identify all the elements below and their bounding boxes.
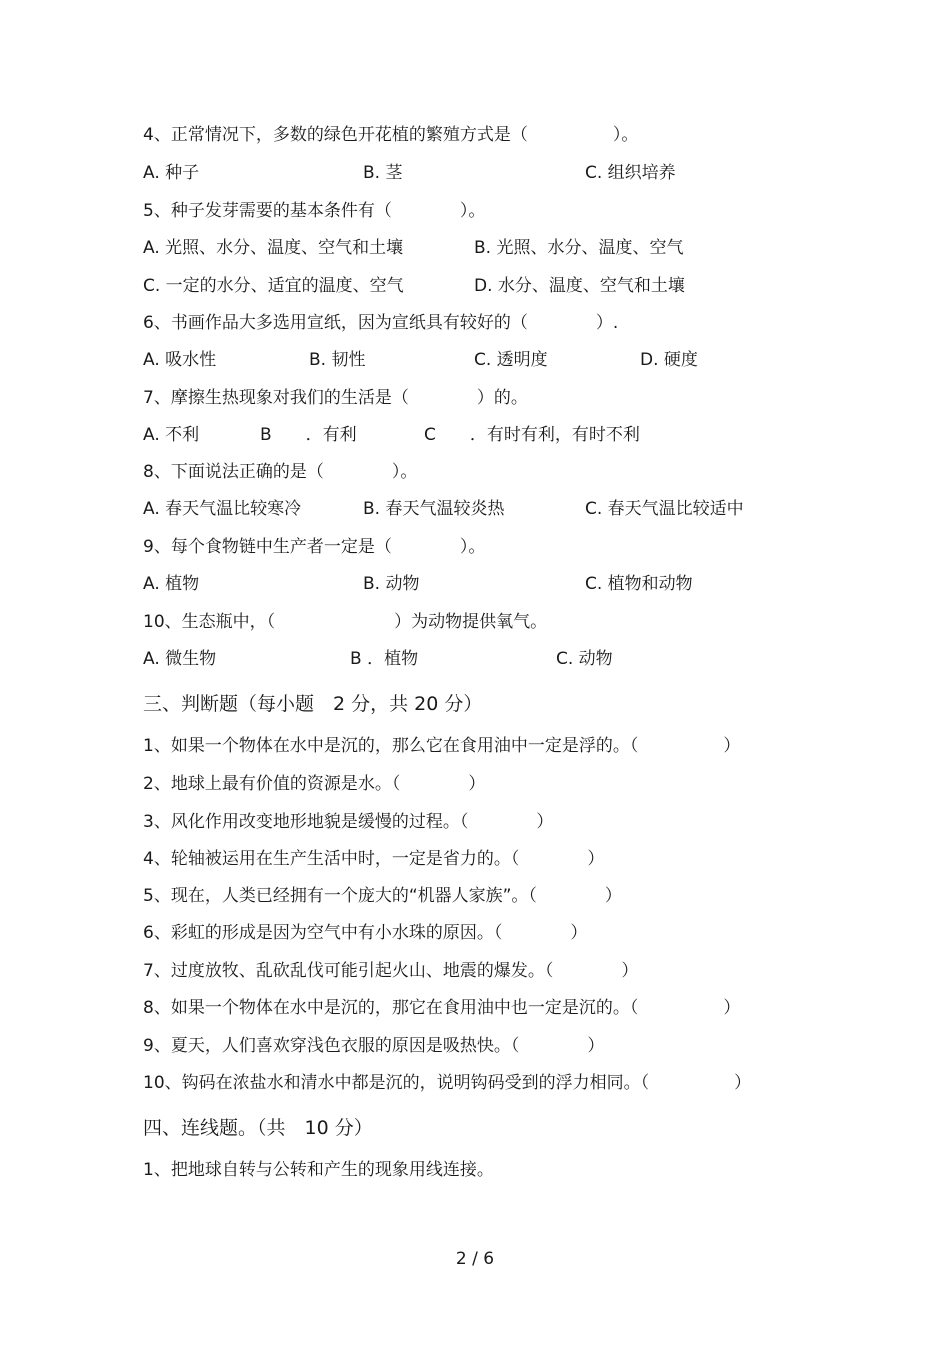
q10-option-a: A. 微生物 [143, 649, 217, 669]
q5-option-a: A. 光照、水分、温度、空气和土壤 [143, 238, 404, 258]
q9-option-c: C. 植物和动物 [585, 574, 693, 594]
judgment-item-9: 9、夏天，人们喜欢穿浅色衣服的原因是吸热快。（ ） [143, 1036, 605, 1056]
question-5: 5、种子发芽需要的基本条件有（ ）。 [143, 201, 486, 221]
q6-option-d: D. 硬度 [640, 350, 698, 370]
q5-option-b: B. 光照、水分、温度、空气 [474, 238, 684, 258]
section-4-title: 四、连线题。（共 10 分） [143, 1117, 373, 1139]
judgment-item-8: 8、如果一个物体在水中是沉的，那它在食用油中也一定是沉的。（ ） [143, 998, 741, 1018]
judgment-item-1: 1、如果一个物体在水中是沉的，那么它在食用油中一定是浮的。（ ） [143, 736, 741, 756]
question-8: 8、下面说法正确的是（ ）。 [143, 462, 418, 482]
q8-option-b: B. 春天气温较炎热 [363, 499, 505, 519]
question-6: 6、书画作品大多选用宣纸，因为宣纸具有较好的（ ）. [143, 313, 619, 333]
q4-option-c: C. 组织培养 [585, 163, 676, 183]
q6-option-a: A. 吸水性 [143, 350, 217, 370]
judgment-item-5: 5、现在，人类已经拥有一个庞大的“机器人家族”。（ ） [143, 886, 622, 906]
question-4: 4、正常情况下，多数的绿色开花植的繁殖方式是（ ）。 [143, 125, 639, 145]
question-9: 9、每个食物链中生产者一定是（ ）。 [143, 537, 486, 557]
q5-option-d: D. 水分、温度、空气和土壤 [474, 276, 685, 296]
q9-option-b: B. 动物 [363, 574, 420, 594]
judgment-item-4: 4、轮轴被运用在生产生活中时，一定是省力的。（ ） [143, 849, 605, 869]
matching-question-1: 1、把地球自转与公转和产生的现象用线连接。 [143, 1160, 494, 1180]
q10-option-b: B ．植物 [350, 649, 419, 669]
judgment-item-10: 10、钩码在浓盐水和清水中都是沉的，说明钩码受到的浮力相同。（ ） [143, 1073, 752, 1093]
judgment-item-3: 3、风化作用改变地形地貌是缓慢的过程。（ ） [143, 812, 554, 832]
q6-option-b: B. 韧性 [309, 350, 366, 370]
q10-option-c: C. 动物 [556, 649, 613, 669]
q4-option-a: A. 种子 [143, 163, 200, 183]
q7-option-a: A. 不利 [143, 425, 200, 445]
q5-option-c: C. 一定的水分、适宜的温度、空气 [143, 276, 404, 296]
judgment-item-2: 2、地球上最有价值的资源是水。（ ） [143, 774, 486, 794]
judgment-item-6: 6、彩虹的形成是因为空气中有小水珠的原因。（ ） [143, 923, 588, 943]
judgment-item-7: 7、过度放牧、乱砍乱伐可能引起火山、地震的爆发。（ ） [143, 961, 639, 981]
q9-option-a: A. 植物 [143, 574, 200, 594]
q7-option-c: C ．有时有利，有时不利 [424, 425, 640, 445]
question-7: 7、摩擦生热现象对我们的生活是（ ）的。 [143, 388, 528, 408]
section-3-title: 三、判断题（每小题 2 分，共 20 分） [143, 693, 483, 715]
question-10: 10、生态瓶中，（ ）为动物提供氧气。 [143, 612, 548, 632]
q7-option-b: B ．有利 [260, 425, 357, 445]
q4-option-b: B. 茎 [363, 163, 403, 183]
q8-option-c: C. 春天气温比较适中 [585, 499, 744, 519]
page-number: 2 / 6 [455, 1249, 495, 1269]
q8-option-a: A. 春天气温比较寒冷 [143, 499, 302, 519]
q6-option-c: C. 透明度 [474, 350, 548, 370]
